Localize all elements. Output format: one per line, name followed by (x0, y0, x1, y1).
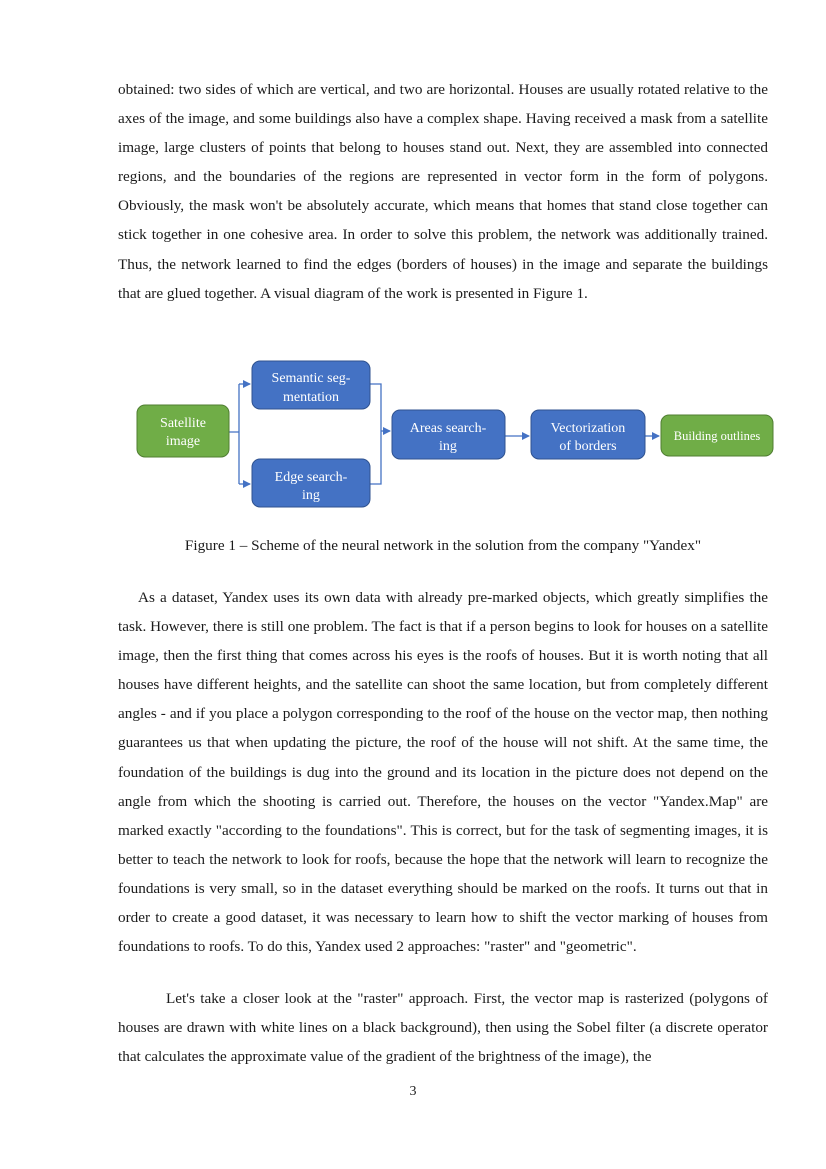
node-semantic-line2: mentation (283, 390, 339, 405)
paragraph-dataset: As a dataset, Yandex uses its own data with already pre-marked objects, which greatly simplifies the task. However, there is still one problem. The fact is that if a person begins to look for houses on a satellite image, then the first thing that comes across his eyes is the roofs of houses. But it is worth noting that all houses have different heights, and the satellite can shoot the same location, but from completely different angles - and if you place a polygon corresponding to the roof of the house on the vector map, then nothing guarantees us that when updating the picture, the roof of the house will not shift. At the same time, the foundation of the buildings is dug into the ground and its location in the picture does not depend on the angle from which the shooting is carried out. Therefore, the houses on the vector "Yandex.Map" are marked exactly "according to the foundations". This is correct, but for the task of segmenting images, it is better to teach the network to look for roofs, because the hope that the network will learn to recognize the foundations is very small, so in the dataset everything should be marked on the roofs. It turns out that in order to create a good dataset, it was necessary to learn how to shift the vector marking of houses from foundations to roofs. To do this, Yandex used 2 approaches: "raster" and "geometric". (118, 589, 768, 956)
node-vectorization-line1: Vectorization (550, 421, 626, 436)
connector-semantic-out (370, 384, 381, 484)
node-edge-line2: ing (302, 488, 320, 503)
node-areas-line1: Areas search- (409, 421, 487, 436)
node-satellite-image (137, 405, 229, 457)
node-areas-searching (392, 410, 505, 459)
node-vectorization (531, 410, 645, 459)
node-outlines-label: Building outlines (673, 429, 761, 443)
node-edge-searching (252, 459, 370, 507)
paragraph-intro: obtained: two sides of which are vertical, and two are horizontal. Houses are usually rotated relative to the axes of the image, and some buildings also have a complex shape. Having received a mask from a satellite image, large clusters of points that belong to houses stand out. Next, they are assembled into connected regions, and the boundaries of the regions are represented in vector form in the form of polygons. Obviously, the mask won't be absolutely accurate, which means that homes that stand close together can stick together in one cohesive area. In order to solve this problem, the network was additionally trained. Thus, the network learned to find the edges (borders of houses) in the image and separate the buildings that are glued together. A visual diagram of the work is presented in Figure 1. (118, 81, 768, 302)
node-semantic-segmentation (252, 361, 370, 409)
node-satellite-line2: image (165, 434, 201, 449)
page-number: 3 (409, 1084, 417, 1099)
connector-split (229, 384, 239, 484)
node-vectorization-line2: of borders (559, 439, 617, 454)
paragraph-raster-approach: Let's take a closer look at the "raster" approach. First, the vector map is rasterized (polygons of houses are drawn with white lines on a black background), then using the Sobel filter (a discrete operator that calculates the approximate value of the gradient of the brightness of the image), the (118, 990, 768, 1066)
node-semantic-line1: Semantic seg- (271, 371, 351, 386)
node-satellite-line1: Satellite (160, 416, 206, 431)
node-edge-line1: Edge search- (274, 470, 348, 485)
node-areas-line2: ing (439, 439, 457, 454)
node-building-outlines (661, 415, 773, 456)
node-satellite-box (137, 405, 229, 457)
figure-caption: Figure 1 – Scheme of the neural network in the solution from the company "Yandex" (184, 537, 702, 554)
